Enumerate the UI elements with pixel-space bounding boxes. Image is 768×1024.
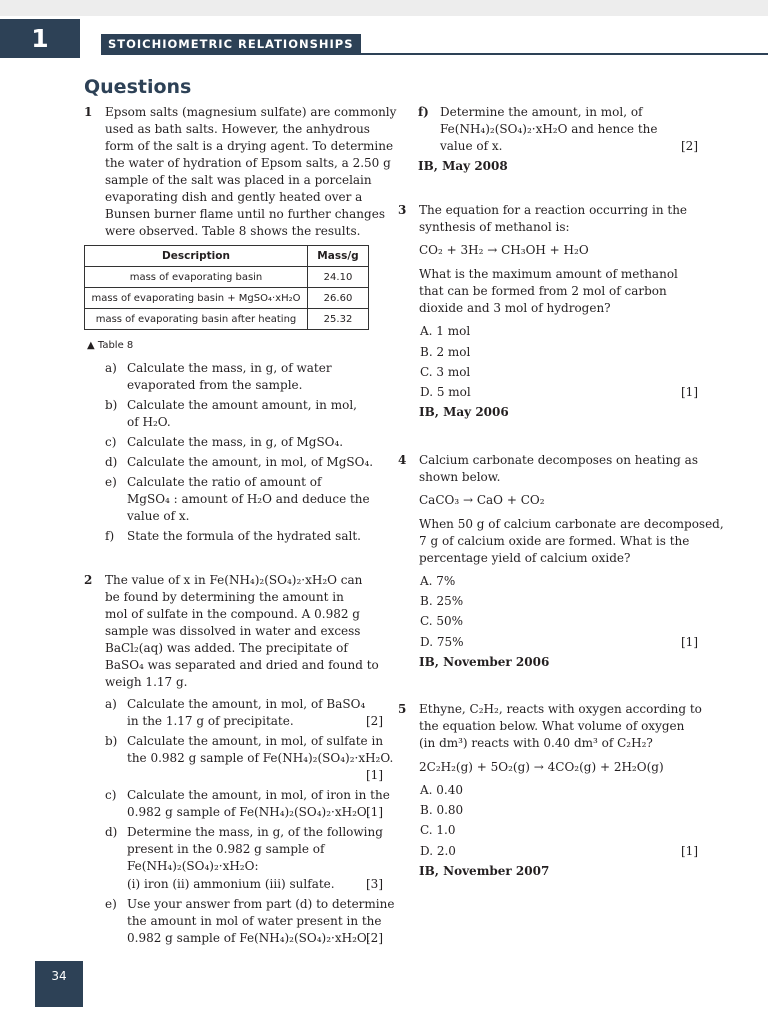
q2-part-f-label: f) [418,105,429,119]
q2-part-f-mark: [2] [681,139,698,153]
q1-part-f-text: State the formula of the hydrated salt. [127,529,361,543]
q2-intro-line: BaSO₄ was separated and dried and found to [105,658,379,672]
q5-number: 5 [398,702,407,716]
table-cell-mass: 26.60 [308,288,369,309]
q5-option: A. 0.40 [420,783,464,797]
section-title: Questions [84,76,192,98]
q1-part-d-label: d) [105,455,118,469]
q1-part-b-label: b) [105,398,118,412]
q2-part-e-text: the amount in mol of water present in the [127,914,382,928]
table-row [85,288,369,309]
q1-part-b-text: Calculate the amount amount, in mol, [127,398,357,412]
table-header-mass: Mass/g [308,246,369,267]
q1-intro-line: the water of hydration of Epsom salts, a 2.50 g [105,156,391,170]
q3-question: dioxide and 3 mol of hydrogen? [419,301,611,315]
q3-text: synthesis of methanol is: [419,220,570,234]
table-row [85,309,369,330]
q2-part-a-mark: [2] [366,714,383,728]
q2-intro-line: be found by determining the amount in [105,590,344,604]
page-number: 34 [35,961,83,1007]
q1-part-e-label: e) [105,475,117,489]
table-row [85,267,369,288]
q1-part-f-label: f) [105,529,115,543]
chapter-title: STOICHIOMETRIC RELATIONSHIPS [101,34,361,55]
q1-number: 1 [84,105,93,119]
q1-part-a-text: Calculate the mass, in g, of water [127,361,332,375]
q4-equation: CaCO₃ → CaO + CO₂ [419,493,545,507]
q3-option: A. 1 mol [420,324,471,338]
q2-part-d-text: Determine the mass, in g, of the following [127,825,383,839]
q2-part-d-mark: [3] [366,877,383,891]
q5-text: (in dm³) reacts with 0.40 dm³ of C₂H₂? [419,736,653,750]
header-rule [356,53,768,55]
q4-text: shown below. [419,470,501,484]
q2-part-c-label: c) [105,788,117,802]
chapter-number: 1 [0,19,80,58]
q3-number: 3 [398,203,407,217]
q1-part-d-text: Calculate the amount, in mol, of MgSO₄. [127,455,374,469]
q2-part-f-text: Determine the amount, in mol, of [440,105,643,119]
q4-option: B. 25% [420,594,464,608]
q1-part-a-text: evaporated from the sample. [127,378,303,392]
q2-part-a-label: a) [105,697,117,711]
q2-intro-line: The value of x in Fe(NH₄)₂(SO₄)₂·xH₂O can [105,573,363,587]
q2-part-b-mark: [1] [366,768,383,782]
q5-mark: [1] [681,844,698,858]
q2-intro-line: BaCl₂(aq) was added. The precipitate of [105,641,348,655]
q2-part-c-text: 0.982 g sample of Fe(NH₄)₂(SO₄)₂·xH₂O. [127,805,370,819]
q1-part-c-text: Calculate the mass, in g, of MgSO₄. [127,435,344,449]
q1-intro-line: were observed. Table 8 shows the results. [105,224,361,238]
q4-option: D. 75% [420,635,464,649]
q2-part-a-text: in the 1.17 g of precipitate. [127,714,294,728]
q3-option: B. 2 mol [420,345,471,359]
table-cell-mass: 24.10 [308,267,369,288]
q2-part-b-label: b) [105,734,118,748]
q1-part-e-text: value of x. [127,509,190,523]
q2-part-d-text: present in the 0.982 g sample of [127,842,325,856]
table-caption: ▲ Table 8 [87,340,134,351]
q5-source: IB, November 2007 [419,864,550,878]
q1-intro-line: evaporating dish and gently heated over a [105,190,363,204]
q2-part-b-text: Calculate the amount, in mol, of sulfate in [127,734,384,748]
q4-mark: [1] [681,635,698,649]
q2-part-e-mark: [2] [366,931,383,945]
q2-intro-line: weigh 1.17 g. [105,675,188,689]
q2-part-c-text: Calculate the amount, in mol, of iron in the [127,788,390,802]
q2-source: IB, May 2008 [418,159,508,173]
q2-part-f-text: value of x. [440,139,503,153]
q2-intro-line: mol of sulfate in the compound. A 0.982 g [105,607,360,621]
q2-part-e-text: Use your answer from part (d) to determine [127,897,395,911]
q4-option: A. 7% [420,574,456,588]
q4-question: When 50 g of calcium carbonate are decomposed, [419,517,724,531]
table-cell-description: mass of evaporating basin + MgSO₄·xH₂O [85,288,308,309]
q3-mark: [1] [681,385,698,399]
q5-text: the equation below. What volume of oxygen [419,719,685,733]
q1-part-e-text: MgSO₄ : amount of H₂O and deduce the [127,492,370,506]
q3-text: The equation for a reaction occurring in the [419,203,688,217]
table-cell-description: mass of evaporating basin after heating [85,309,308,330]
q3-equation: CO₂ + 3H₂ → CH₃OH + H₂O [419,243,589,257]
q1-intro-line: Epsom salts (magnesium sulfate) are commonly [105,105,397,119]
q2-part-f-text: Fe(NH₄)₂(SO₄)₂·xH₂O and hence the [440,122,658,136]
q2-part-d-text: (i) iron (ii) ammonium (iii) sulfate. [127,877,335,891]
q4-text: Calcium carbonate decomposes on heating as [419,453,698,467]
q5-equation: 2C₂H₂(g) + 5O₂(g) → 4CO₂(g) + 2H₂O(g) [419,760,664,774]
q2-intro-line: sample was dissolved in water and excess [105,624,361,638]
q4-question: 7 g of calcium oxide are formed. What is the [419,534,690,548]
q1-intro-line: form of the salt is a drying agent. To determine [105,139,394,153]
q2-part-e-label: e) [105,897,117,911]
table-header-description: Description [85,246,308,267]
table-header-row [85,246,369,267]
q1-part-c-label: c) [105,435,117,449]
q2-part-d-text: Fe(NH₄)₂(SO₄)₂·xH₂O: [127,859,259,873]
q1-part-a-label: a) [105,361,117,375]
q4-question: percentage yield of calcium oxide? [419,551,631,565]
q3-option: C. 3 mol [420,365,471,379]
table-cell-mass: 25.32 [308,309,369,330]
q3-option: D. 5 mol [420,385,471,399]
table-cell-description: mass of evaporating basin [85,267,308,288]
q5-option: D. 2.0 [420,844,456,858]
q4-number: 4 [398,453,407,467]
q1-part-b-text: of H₂O. [127,415,171,429]
q4-option: C. 50% [420,614,464,628]
q1-intro-line: sample of the salt was placed in a porcelain [105,173,372,187]
q3-source: IB, May 2006 [419,405,509,419]
q1-part-e-text: Calculate the ratio of amount of [127,475,322,489]
q1-intro-line: Bunsen burner flame until no further changes [105,207,385,221]
q2-part-c-mark: [1] [366,805,383,819]
q1-intro-line: used as bath salts. However, the anhydrous [105,122,370,136]
q2-number: 2 [84,573,93,587]
q5-option: C. 1.0 [420,823,456,837]
q2-part-e-text: 0.982 g sample of Fe(NH₄)₂(SO₄)₂·xH₂O. [127,931,370,945]
q2-part-d-label: d) [105,825,118,839]
q2-part-b-text: the 0.982 g sample of Fe(NH₄)₂(SO₄)₂·xH₂O. [127,751,394,765]
q3-question: What is the maximum amount of methanol [419,267,678,281]
top-band [0,0,768,16]
q4-source: IB, November 2006 [419,655,550,669]
q5-text: Ethyne, C₂H₂, reacts with oxygen according to [419,702,702,716]
results-table [84,245,369,330]
q3-question: that can be formed from 2 mol of carbon [419,284,667,298]
q2-part-a-text: Calculate the amount, in mol, of BaSO₄ [127,697,366,711]
q5-option: B. 0.80 [420,803,464,817]
